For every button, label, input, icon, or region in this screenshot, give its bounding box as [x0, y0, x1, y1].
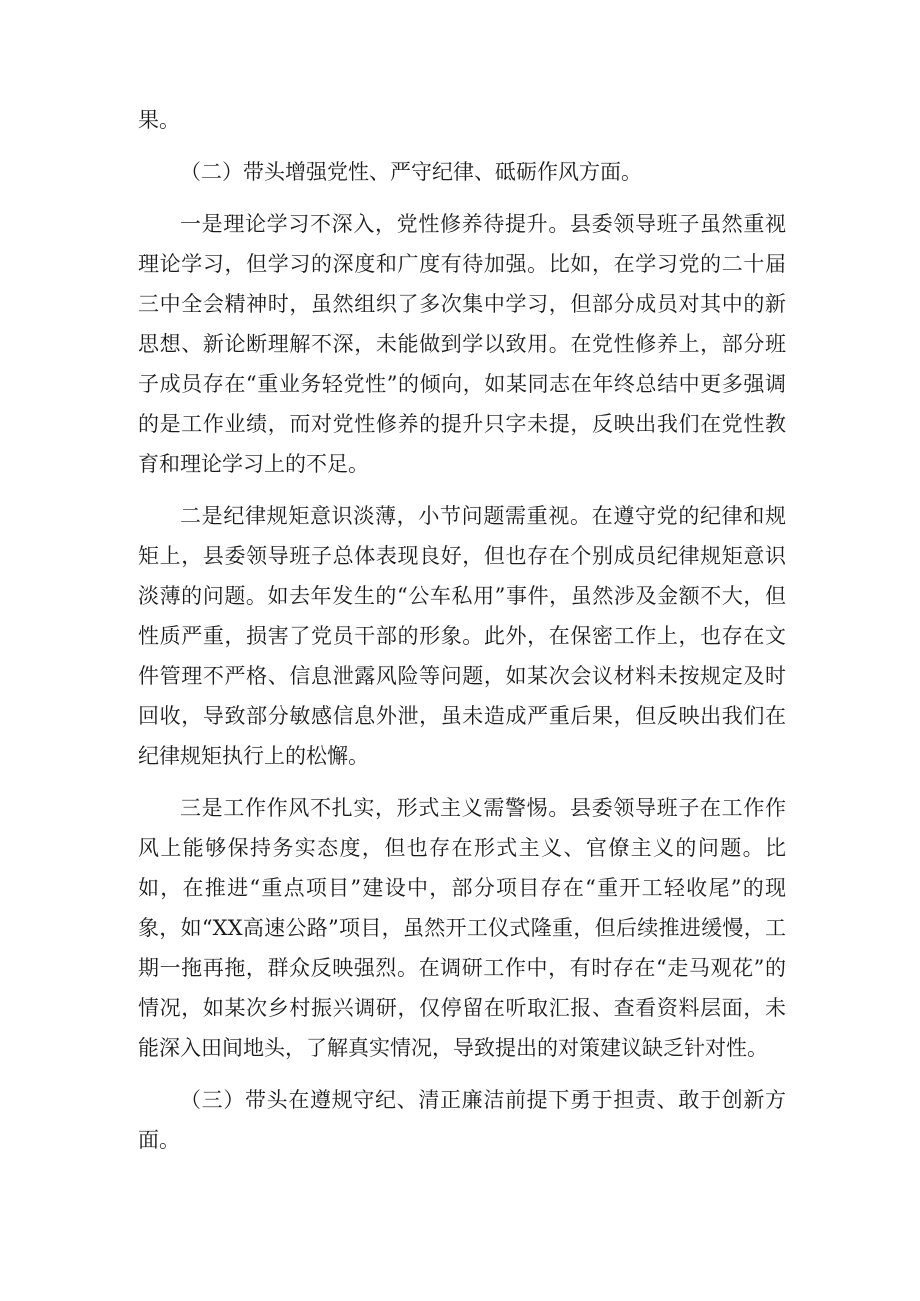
document-body	[138, 100, 786, 1160]
section-heading-2: （二）带头增强党性、严守纪律、砥砺作风方面。	[180, 160, 642, 184]
paragraph-theory-study: 一是理论学习不深入，党性修养待提升。县委领导班子虽然重视理论学习，但学习的深度和广度有待加强。比如，在学习党的二十届三中全会精神时，虽然组织了多次集中学习，但部分成员对其中的新思想、新论断理解不深，未能做到学以致用。在党性修养上，部分班子成员存在“重业务轻党性”的倾向，如某同志在年终总结中更多强调的是工作业绩，而对党性修养的提升只字未提，反映出我们在党性教育和理论学习上的不足。	[138, 212, 786, 476]
paragraph-discipline: 二是纪律规矩意识淡薄，小节问题需重视。在遵守党的纪律和规矩上，县委领导班子总体表现良好，但也存在个别成员纪律规矩意识淡薄的问题。如去年发生的“公车私用”事件，虽然涉及金额不大，但性质严重，损害了党员干部的形象。此外，在保密工作上，也存在文件管理不严格、信息泄露风险等问题，如某次会议材料未按规定及时回收，导致部分敏感信息外泄，虽未造成严重后果，但反映出我们在纪律规矩执行上的松懈。	[138, 504, 786, 768]
section-heading-3: （三）带头在遵规守纪、清正廉洁前提下勇于担责、敢于创新方面。	[138, 1088, 786, 1152]
paragraph-continuation: 果。	[138, 108, 180, 132]
paragraph-work-style: 三是工作作风不扎实，形式主义需警惕。县委领导班子在工作作风上能够保持务实态度，但也存在形式主义、官僚主义的问题。比如，在推进“重点项目”建设中，部分项目存在“重开工轻收尾”的现象，如“XX高速公路”项目，虽然开工仪式隆重，但后续推进缓慢，工期一拖再拖，群众反映强烈。在调研工作中，有时存在“走马观花”的情况，如某次乡村振兴调研，仅停留在听取汇报、查看资料层面，未能深入田间地头，了解真实情况，导致提出的对策建议缺乏针对性。	[138, 796, 786, 1060]
